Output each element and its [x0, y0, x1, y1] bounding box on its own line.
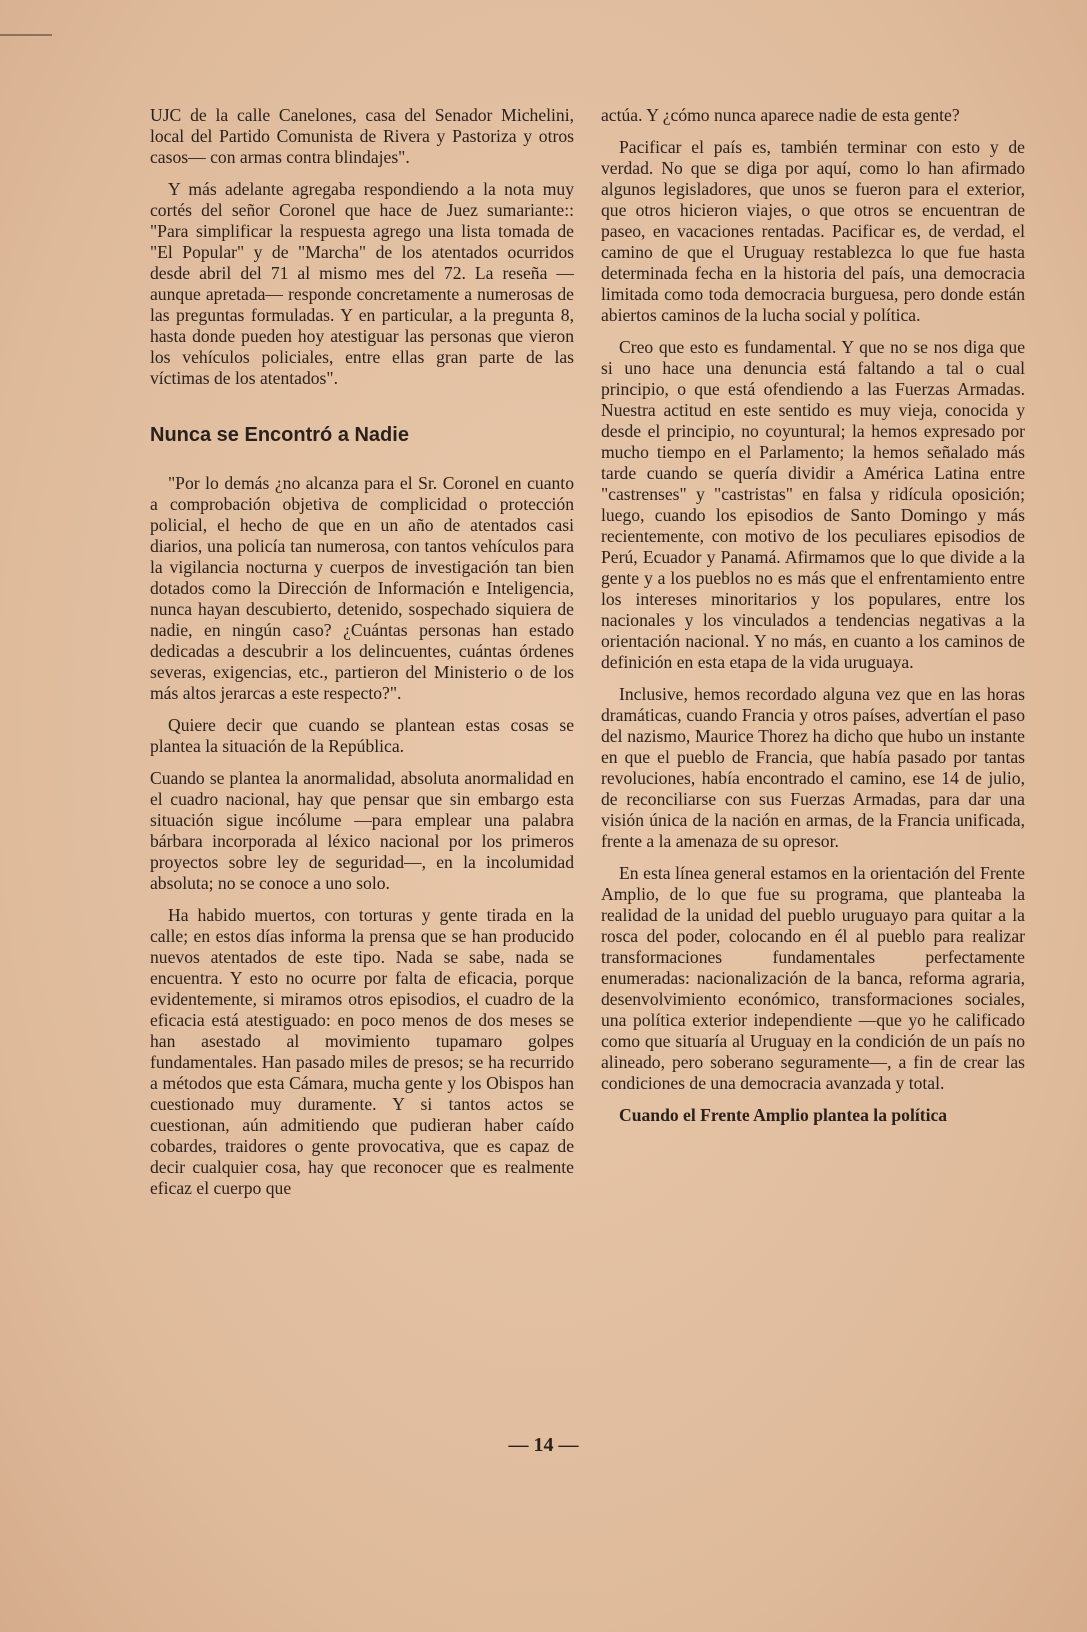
right-paragraph-3: Creo que esto es fundamental. Y que no se nos diga que si uno hace una denuncia está faltando a tal o cual principio, o que está ofendiendo a las Fuerzas Armadas. Nuestra actitud en este sentido es muy vieja, conocida y desde el principio, no coyuntural; la hemos expresado por mucho tiempo en el Parlamento; la hemos señalado más tarde cuando se quería dividir a América Latina entre "castrenses" y "castristas" en falsa y ridícula oposición; luego, cuando los episodios de Santo Domingo y más recientemente, con motivo de los peculiares episodios de Perú, Ecuador y Panamá. Afirmamos que lo que divide a la gente y a los pueblos no es más que el enfrentamiento entre los intereses minoritarios y los populares, entre los nacionales y los vinculados a tendencias negativas a la orientación nacional. Y no más, en cuanto a los caminos de definición en esta etapa de la vida uruguaya.	[601, 337, 1025, 672]
right-paragraph-1: actúa. Y ¿cómo nunca aparece nadie de esta gente?	[601, 105, 960, 125]
left-paragraph-2: Y más adelante agregaba respondiendo a la nota muy cortés del señor Coronel que hace de Juez sumariante:: "Para simplificar la respuesta agrego una lista tomada de "El Popular" y de "Marcha" de los atentados ocurridos desde abril del 71 al mismo mes del 72. La reseña —aunque apretada— responde concretamente a numerosas de las preguntas formuladas. Y en particular, a la pregunta 8, hasta donde pueden hoy atestiguar las personas que vieron los vehículos policiales, entre ellas gran parte de las víctimas de los atentados".	[150, 179, 574, 388]
right-column	[601, 105, 1025, 1137]
page-number: — 14 —	[508, 1434, 579, 1456]
right-paragraph-2: Pacificar el país es, también terminar con esto y de verdad. No que se diga por aquí, como lo han afirmado algunos legisladores, que unos se fueron para el exterior, que otros hicieron viajes, o que otros se encuentran de paseo, en vacaciones rentadas. Pacificar es, de verdad, el camino de que el Uruguay restablezca lo que fue hasta determinada fecha en la historia del país, una democracia limitada como toda democracia burguesa, pero donde están abiertos caminos de la lucha social y política.	[601, 137, 1025, 325]
left-column	[150, 105, 574, 1210]
left-paragraph-6: Ha habido muertos, con torturas y gente tirada en la calle; en estos días informa la prensa que se han producido nuevos atentados de este tipo. Nada se sabe, nada se encuentra. Y esto no ocurre por falta de eficacia, porque evidentemente, si miramos otros episodios, el cuadro de la eficacia está atestiguado: en poco menos de dos meses se han asestado al movimiento tupamaro golpes fundamentales. Han pasado miles de presos; se ha recurrido a métodos que esta Cámara, mucha gente y los Obispos han cuestionado muy duramente. Y si tantos actos se cuestionan, aún admitiendo que pudieran haber caído cobardes, traidores o gente provocativa, que es capaz de decir cualquier cosa, hay que reconocer que es realmente eficaz el cuerpo que	[150, 905, 574, 1198]
left-paragraph-4: Quiere decir que cuando se plantean estas cosas se plantea la situación de la República.	[150, 715, 574, 756]
page-edge-mark	[0, 34, 52, 36]
right-paragraph-4: Inclusive, hemos recordado alguna vez que en las horas dramáticas, cuando Francia y otros países, advertían el paso del nazismo, Maurice Thorez ha dicho que hubo un instante en que el pueblo de Francia, que había pasado por tantas revoluciones, había encontrado el camino, ese 14 de julio, de reconciliarse con sus Fuerzas Armadas, para dar una visión única de la nación en armas, de la Francia unificada, frente a la amenaza de su opresor.	[601, 684, 1025, 851]
right-paragraph-5: En esta línea general estamos en la orientación del Frente Amplio, de lo que fue su programa, que planteaba la realidad de la unidad del pueblo uruguayo para quitar a la rosca del poder, colocando en él al pueblo para realizar transformaciones fundamentales perfectamente enumeradas: nacionalización de la banca, reforma agraria, desenvolvimiento económico, transformaciones sociales, una política exterior independiente —que yo he calificado como que situaría al Uruguay en la condición de un país no alineado, pero soberano seguramente—, a fin de crear las condiciones de una democracia avanzada y total.	[601, 863, 1025, 1093]
left-paragraph-5: Cuando se plantea la anormalidad, absoluta anormalidad en el cuadro nacional, hay que pensar que sin embargo esta situación sigue incólume —para emplear una palabra bárbara incorporada al léxico nacional por los primeros proyectos sobre ley de seguridad—, en la incolumidad absoluta; no se conoce a uno solo.	[150, 768, 574, 893]
left-paragraph-3: "Por lo demás ¿no alcanza para el Sr. Coronel en cuanto a comprobación objetiva de complicidad o protección policial, el hecho de que en un año de atentados casi diarios, una policía tan numerosa, con tantos vehículos para la vigilancia nocturna y cuerpos de investigación tan bien dotados como la Dirección de Información e Inteligencia, nunca hayan descubierto, detenido, sospechado siquiera de nadie, en ningún caso? ¿Cuántas personas han estado dedicadas a descubrir a los delincuentes, cuántas órdenes severas, exigencias, etc., partieron del Ministerio o de los más altos jerarcas a este respecto?".	[150, 473, 574, 703]
section-subheading: Nunca se Encontró a Nadie	[150, 424, 409, 446]
right-paragraph-6: Cuando el Frente Amplio plantea la política	[619, 1105, 948, 1125]
left-paragraph-1: UJC de la calle Canelones, casa del Senador Michelini, local del Partido Comunista de Rivera y Pastoriza y otros casos— con armas contra blindajes".	[150, 105, 574, 167]
